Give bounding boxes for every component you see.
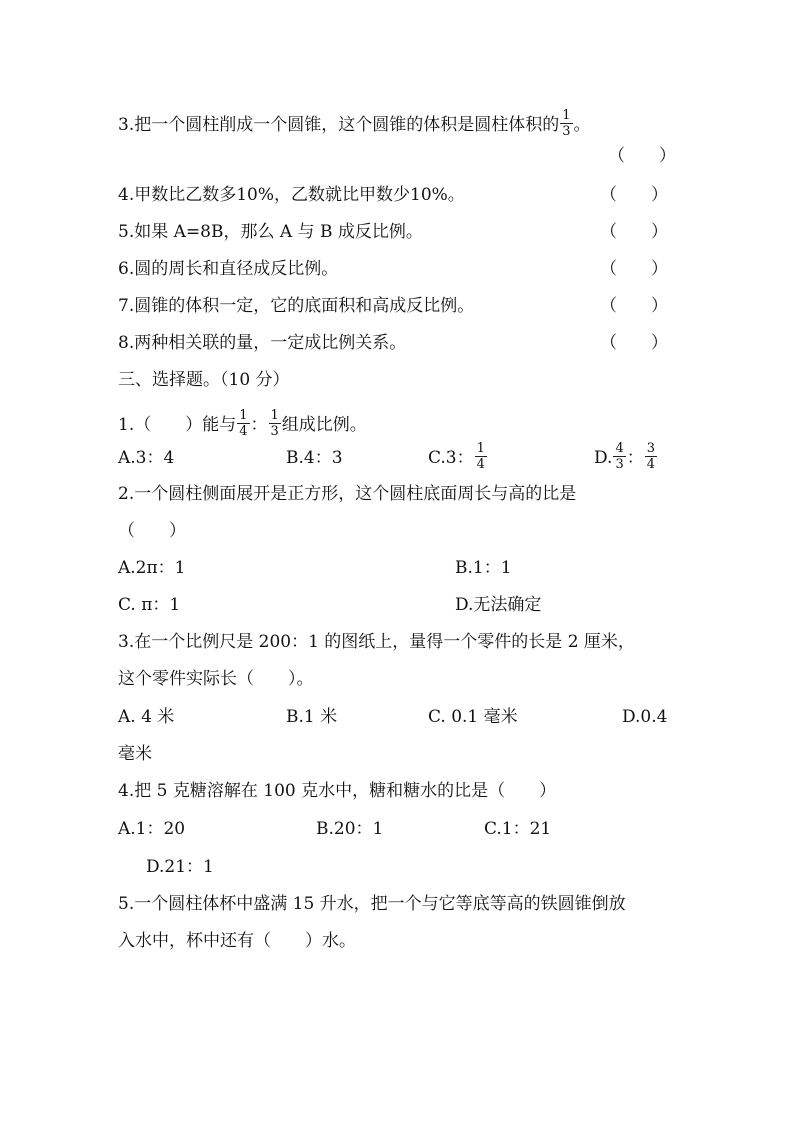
tf-question-5: 5.如果 A=8B，那么 A 与 B 成反比例。 [118, 222, 423, 242]
mc-question-5-line2: 入水中，杯中还有（ ）水。 [118, 931, 356, 951]
mc-question-3-line2: 这个零件实际长（ ）。 [118, 669, 314, 689]
mc3-option-a[interactable]: A. 4 米 [118, 707, 175, 727]
mc-question-5-line1: 5.一个圆柱体杯中盛满 15 升水，把一个与它等底等高的铁圆锥倒放 [118, 894, 626, 914]
mc3-option-d[interactable]: D.0.4 [622, 707, 668, 727]
mc1-option-c[interactable]: C.3： $\frac{1}{4}$ [428, 441, 485, 472]
fraction-one-third: $\frac{1}{3}$ [270, 408, 279, 439]
mc4-option-b[interactable]: B.20：1 [316, 819, 384, 839]
mc3-option-b[interactable]: B.1 米 [286, 707, 338, 727]
answer-paren-q7[interactable]: （ ） [600, 296, 668, 316]
answer-paren-q3[interactable]: （ ） [608, 146, 676, 166]
mc4-option-d[interactable]: D.21：1 [146, 857, 214, 877]
fraction-three-quarters: $\frac{3}{4}$ [646, 441, 655, 472]
tf-question-6: 6.圆的周长和直径成反比例。 [118, 259, 339, 279]
mc3-option-d-wrap: 毫米 [118, 744, 152, 764]
answer-paren-q5[interactable]: （ ） [600, 222, 668, 242]
mc2-option-b[interactable]: B.1：1 [455, 558, 512, 578]
fraction-one-quarter: $\frac{1}{4}$ [239, 408, 248, 439]
fraction-one-quarter: $\frac{1}{4}$ [476, 441, 485, 472]
mc2-option-a[interactable]: A.2π：1 [118, 558, 186, 578]
tf-question-3: 3.把一个圆柱削成一个圆锥，这个圆锥的体积是圆柱体积的 $\frac{1}{3}$ 。 [118, 108, 591, 139]
mc2-option-c[interactable]: C. π：1 [118, 595, 181, 615]
mc4-option-a[interactable]: A.1：20 [118, 819, 186, 839]
tf-question-8: 8.两种相关联的量，一定成比例关系。 [118, 333, 407, 353]
tf-question-4: 4.甲数比乙数多10%，乙数就比甲数少10%。 [118, 185, 465, 205]
answer-paren-mc2[interactable]: （ ） [118, 521, 186, 541]
answer-paren-q6[interactable]: （ ） [600, 259, 668, 279]
mc1-option-b[interactable]: B.4：3 [286, 448, 343, 468]
mc-question-4: 4.把 5 克糖溶解在 100 克水中，糖和糖水的比是（ ） [118, 781, 557, 801]
tf-question-7: 7.圆锥的体积一定，它的底面积和高成反比例。 [118, 296, 475, 316]
mc4-option-c[interactable]: C.1：21 [484, 819, 552, 839]
mc2-option-d[interactable]: D.无法确定 [455, 595, 542, 615]
section-heading-choice: 三、选择题。（10 分） [118, 370, 290, 390]
fraction-one-third: $\frac{1}{3}$ [562, 108, 571, 139]
mc3-option-c[interactable]: C. 0.1 毫米 [428, 707, 518, 727]
mc-question-3-line1: 3.在一个比例尺是 200：1 的图纸上，量得一个零件的长是 2 厘米， [118, 632, 635, 652]
mc1-option-a[interactable]: A.3：4 [118, 448, 175, 468]
mc1-option-d[interactable]: D. $\frac{4}{3}$ ： $\frac{3}{4}$ [594, 441, 655, 472]
answer-paren-q8[interactable]: （ ） [600, 333, 668, 353]
mc-question-2: 2.一个圆柱侧面展开是正方形，这个圆柱底面周长与高的比是 [118, 484, 577, 504]
answer-paren-q4[interactable]: （ ） [600, 185, 668, 205]
fraction-four-thirds: $\frac{4}{3}$ [615, 441, 624, 472]
mc-question-1: 1.（ ）能与 $\frac{1}{4}$ ： $\frac{1}{3}$ 组成比例。 [118, 408, 367, 439]
